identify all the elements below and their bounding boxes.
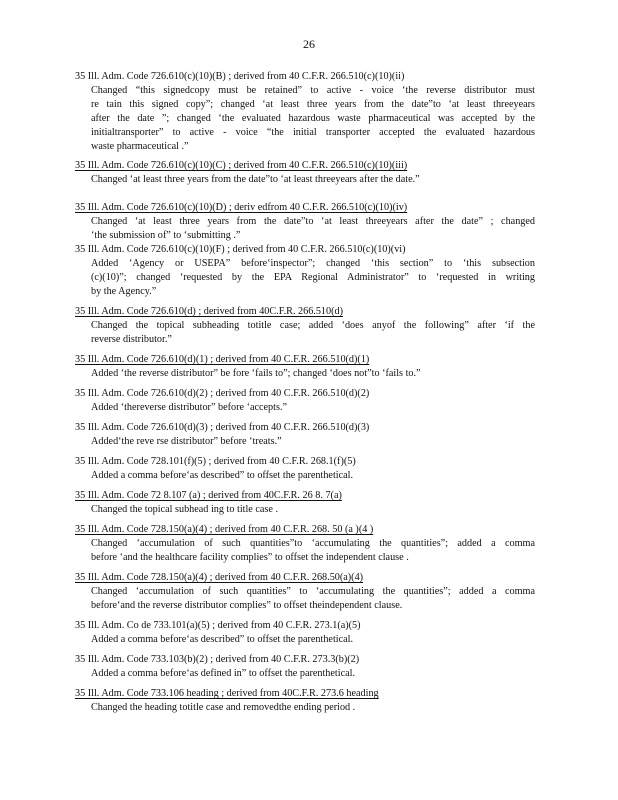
description-line: ‘the submission of” to ‘submitting .”: [91, 229, 241, 241]
description-line: Changed the heading totitle case and removedthe ending period .: [91, 702, 356, 713]
citation: 35 Ill. Adm. Code 726.610(d)(2) ; derived from 40 C.F.R. 266.510(d)(2): [75, 388, 370, 399]
description-line: Changed ‘accumulation of such quantities”to ‘accumulating the quantities”; added a comma: [91, 538, 535, 549]
description-line: Added a comma before‘as defined in” to offset the parenthetical.: [91, 668, 356, 679]
description-line: before‘and the reverse distributor complies” to offset theindependent clause.: [91, 599, 403, 611]
description-line: Changed ‘accumulation of such quantities” to ‘accumulating the quantities”; added a comma: [91, 586, 535, 597]
description-line: reverse distributor.”: [91, 333, 172, 345]
description-line: Changed the topical subhead ing to title case .: [91, 504, 279, 515]
change-description: [91, 401, 535, 415]
citation: 35 Ill. Adm. Code 726.610(d)(1) ; derived from 40 C.F.R. 266.510(d)(1): [75, 354, 370, 365]
description-line: Changed “this signedcopy must be retained” to active - voice ‘the reverse distributor must: [91, 85, 535, 96]
citation: 35 Ill. Adm. Code 733.106 heading ; derived from 40C.F.R. 273.6 heading: [75, 688, 379, 699]
description-line: Changed ‘at least three years from the date”to ‘at least threeyears after the date” ; changed: [91, 216, 535, 227]
change-description: [91, 469, 535, 483]
description-line: after the date ”; changed ‘the evaluated hazardous waste pharmaceutical was accepted by the: [91, 112, 535, 124]
change-description: [91, 585, 535, 613]
change-description: [91, 257, 535, 299]
description-line: Added a comma before‘as described” to offset the parenthetical.: [91, 634, 354, 645]
citation: 35 Ill. Adm. Code 726.610(d) ; derived from 40C.F.R. 266.510(d): [75, 306, 343, 317]
description-line: before ‘and the healthcare facility complies” to offset the independent clause .: [91, 551, 409, 563]
citation: 35 Ill. Adm. Code 72 8.107 (a) ; derived from 40C.F.R. 26 8. 7(a): [75, 490, 342, 501]
citation: 35 Ill. Adm. Code 726.610(c)(10)(B) ; derived from 40 C.F.R. 266.510(c)(10)(ii): [75, 71, 405, 82]
citation: 35 Ill. Adm. Code 726.610(c)(10)(F) ; derived from 40 C.F.R. 266.510(c)(10)(vi): [75, 244, 406, 255]
change-description: [91, 319, 535, 347]
description-line: Changed ‘at least three years from the date”to ‘at least threeyears after the date.”: [91, 174, 420, 185]
description-line: re tain this signed copy”; changed ‘at least three years from the date”to ‘at least threeyears: [91, 98, 535, 110]
description-line: Added ‘thereverse distributor” before ‘accepts.”: [91, 402, 288, 413]
description-line: Changed the topical subheading totitle case; added ‘does anyof the following” after ‘if the: [91, 320, 535, 331]
change-description: [91, 215, 535, 243]
citation: 35 Ill. Adm. Co de 733.101(a)(5) ; derived from 40 C.F.R. 273.1(a)(5): [75, 620, 361, 631]
description-line: Added ‘Agency or USEPA” before‘inspector”; changed ‘this section” to ‘this subsection: [91, 258, 535, 269]
change-description: [91, 435, 535, 449]
citation: 35 Ill. Adm. Code 726.610(d)(3) ; derived from 40 C.F.R. 266.510(d)(3): [75, 422, 370, 433]
change-description: [91, 173, 535, 187]
citation: 35 Ill. Adm. Code 728.101(f)(5) ; derived from 40 C.F.R. 268.1(f)(5): [75, 456, 356, 467]
citation: 35 Ill. Adm. Code 728.150(a)(4) ; derived from 40 C.F.R. 268. 50 (a )(4 ): [75, 524, 374, 535]
description-line: Added a comma before‘as described” to offset the parenthetical.: [91, 470, 354, 481]
citation: 35 Ill. Adm. Code 726.610(c)(10)(C) ; derived from 40 C.F.R. 266.510(c)(10)(iii): [75, 160, 408, 171]
change-description: [91, 537, 535, 565]
change-description: [91, 667, 535, 681]
change-description: [91, 367, 535, 381]
description-line: initialtransporter” to active - voice “the initial transporter accepted the evaluated hazardous: [91, 126, 535, 138]
change-description: [91, 633, 535, 647]
change-description: [91, 503, 535, 517]
citation: 35 Ill. Adm. Code 726.610(c)(10)(D) ; deriv edfrom 40 C.F.R. 266.510(c)(10)(iv): [75, 202, 408, 213]
description-line: waste pharmaceutical .”: [91, 140, 189, 152]
change-description: [91, 84, 535, 153]
citation: 35 Ill. Adm. Code 728.150(a)(4) ; derived from 40 C.F.R. 268.50(a)(4): [75, 572, 364, 583]
change-description: [91, 701, 535, 715]
page-number: 26: [303, 37, 315, 51]
description-line: by the Agency.”: [91, 285, 157, 297]
description-line: Added ‘the reverse distributor” be fore ‘fails to”; changed ‘does not”to ‘fails to.”: [91, 368, 421, 379]
description-line: Added‘the reve rse distributor” before ‘treats.”: [91, 436, 282, 447]
citation: 35 Ill. Adm. Code 733.103(b)(2) ; derived from 40 C.F.R. 273.3(b)(2): [75, 654, 360, 665]
description-line: (c)(10)”; changed ‘requested by the EPA Regional Administrator” to ‘requested in writing: [91, 271, 535, 283]
